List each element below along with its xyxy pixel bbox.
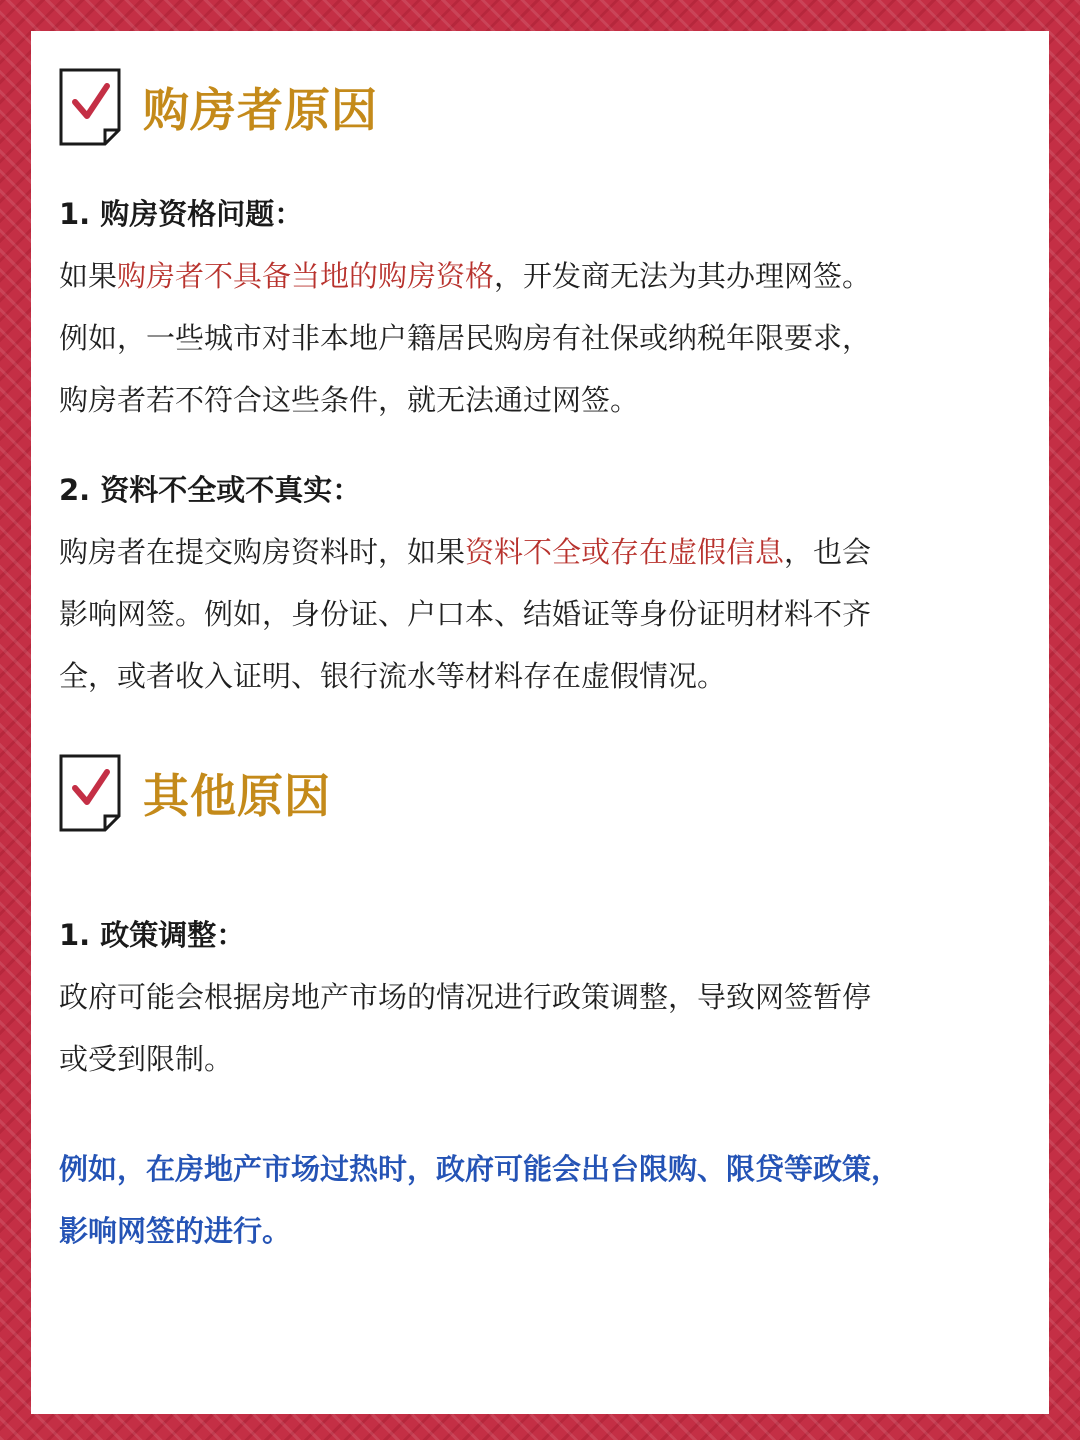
item-heading: 2. 资料不全或不真实： — [59, 473, 362, 507]
section-header-buyer-reasons — [59, 67, 378, 147]
paragraph-line — [59, 521, 1034, 583]
checkbox-check-icon — [59, 754, 125, 832]
checkbox-check-icon — [59, 68, 125, 146]
paragraph-line: 或受到限制。 — [59, 1042, 234, 1076]
incomplete-documents-block — [59, 459, 1034, 707]
paragraph-line — [59, 245, 1034, 307]
item-heading: 1. 购房资格问题： — [59, 197, 304, 231]
policy-example-note — [59, 1138, 1034, 1262]
note-line: 例如，在房地产市场过热时，政府可能会出台限购、限贷等政策， — [59, 1152, 901, 1186]
paragraph-line: 全，或者收入证明、银行流水等材料存在虚假情况。 — [59, 659, 727, 693]
paragraph-line: 购房者若不符合这些条件，就无法通过网签。 — [59, 383, 640, 417]
section-header-other-reasons — [59, 753, 331, 833]
section-title: 其他原因 — [143, 769, 331, 823]
text: 购房者在提交购房资料时，如果 — [59, 535, 466, 569]
text: ，开发商无法为其办理网签。 — [494, 259, 872, 293]
item-heading: 1. 政策调整： — [59, 918, 246, 952]
paragraph-line: 例如，一些城市对非本地户籍居民购房有社保或纳税年限要求， — [59, 321, 872, 355]
paragraph-line: 影响网签。例如，身份证、户口本、结婚证等身份证明材料不齐 — [59, 597, 872, 631]
buyer-qualification-block — [59, 183, 1034, 431]
text: 如果 — [59, 259, 118, 293]
highlight-text: 购房者不具备当地的购房资格 — [117, 259, 495, 293]
highlight-text: 资料不全或存在虚假信息 — [465, 535, 785, 569]
policy-adjustment-block — [59, 904, 1034, 1090]
paragraph-line: 政府可能会根据房地产市场的情况进行政策调整，导致网签暂停 — [59, 980, 872, 1014]
text: ，也会 — [784, 535, 872, 569]
note-line: 影响网签的进行。 — [59, 1214, 292, 1248]
content-card — [31, 31, 1049, 1414]
section-title: 购房者原因 — [143, 83, 378, 137]
